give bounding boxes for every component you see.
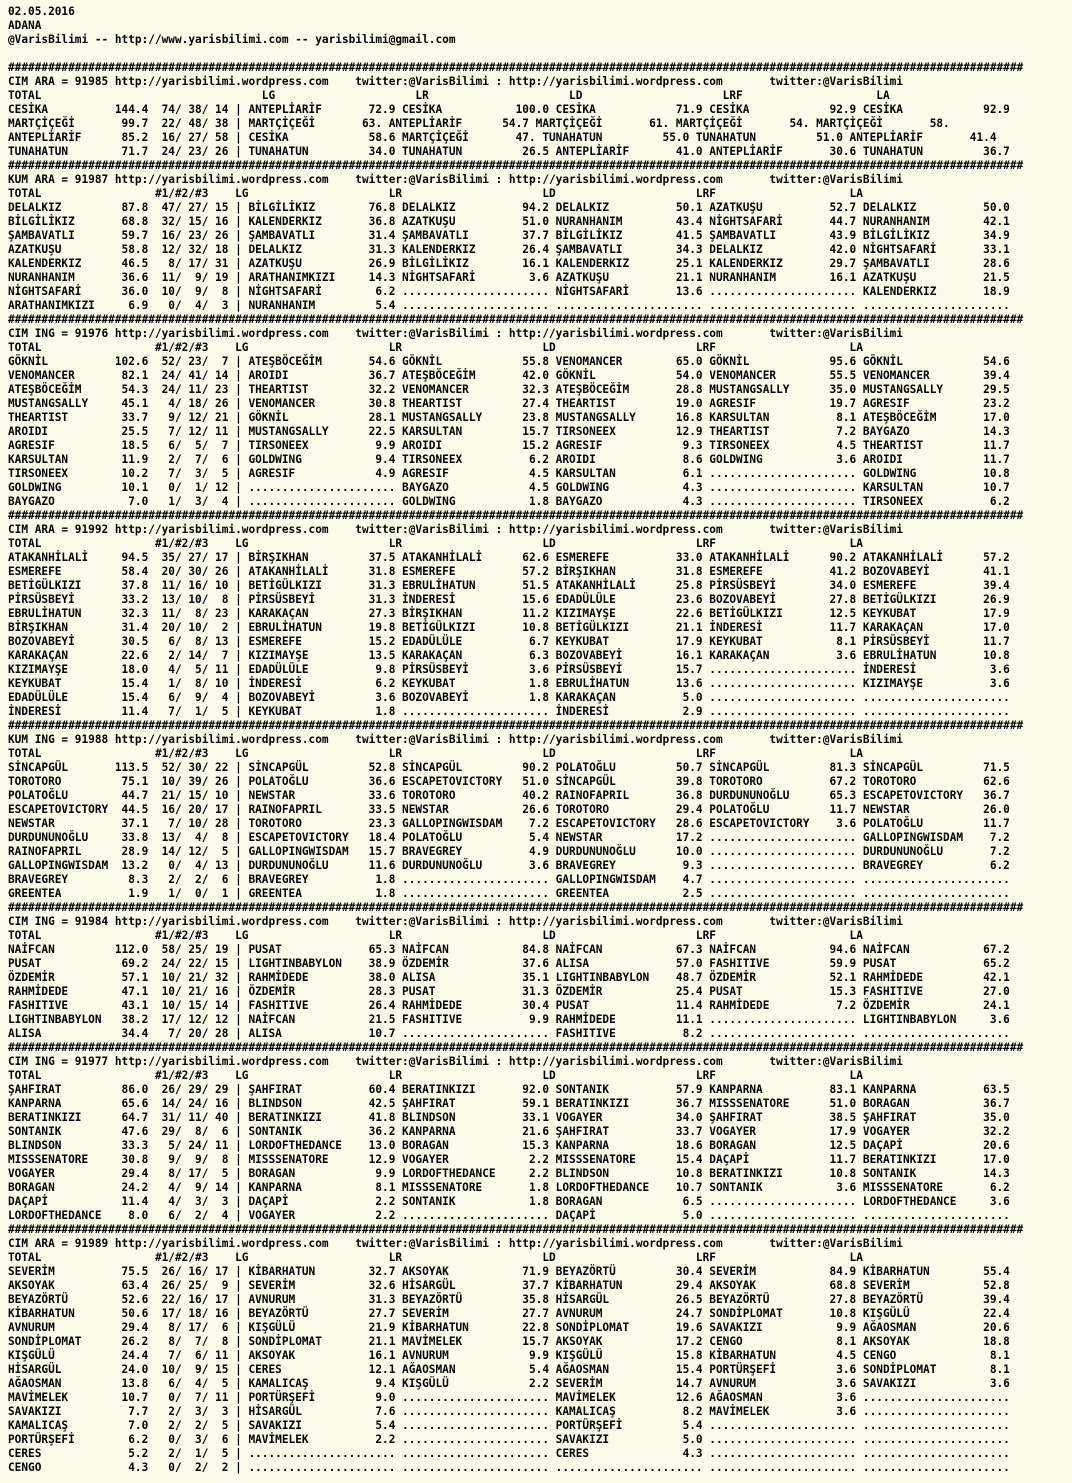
result-row: BAYGAZO 7.0 1/ 3/ 4 | ...................... GOLDWING 1.8 BAYGAZO 4.3 ...................... TIRSONEEX 6.2 [8,495,1010,508]
result-row: MAVİMELEK 10.7 0/ 7/ 11 | PORTÜRŞEFİ 9.0 ...................... MAVİMELEK 12.6 AĞAOSMAN 3.6 ...................... [8,1391,1010,1404]
result-row: EBRULİHATUN 32.3 11/ 8/ 23 | KARAKAÇAN 27.3 BİRŞIKHAN 11.2 KIZIMAYŞE 22.6 BETİGÜLKIZI 12.5 KEYKUBAT 17.9 [8,607,1010,620]
result-row: GOLDWING 10.1 0/ 1/ 12 | ...................... BAYGAZO 4.5 GOLDWING 4.3 ...................... KARSULTAN 10.7 [8,481,1010,494]
column-header: TOTAL #1/#2/#3 LG LR LD LRF LA [8,1251,863,1264]
result-row: SONDİPLOMAT 26.2 8/ 7/ 8 | SONDİPLOMAT 21.1 MAVİMELEK 15.7 AKSOYAK 17.2 CENGO 8.1 AKSOYAK 18.8 [8,1335,1010,1348]
result-row: TUNAHATUN 71.7 24/ 23/ 26 | TUNAHATUN 34.0 TUNAHATUN 26.5 ANTEPLİARİF 41.0 ANTEPLİARİF 30.6 TUNAHATUN 36.7 [8,145,1010,158]
result-row: ATEŞBÖCEĞİM 54.3 24/ 11/ 23 | THEARTIST 32.2 VENOMANCER 32.3 ATEŞBÖCEĞİM 28.8 MUSTANGSALLY 35.0 MUSTANGSALLY 29.5 [8,383,1010,396]
result-row: POLATOĞLU 44.7 21/ 15/ 10 | NEWSTAR 33.6 TOROTORO 40.2 RAINOFAPRIL 36.8 DURDUNUNOĞLU 65.3 ESCAPETOVICTORY 36.7 [8,789,1010,802]
section-divider: ######################################################################################################################################################## [8,1041,1024,1054]
result-row: ANTEPLİARİF 85.2 16/ 27/ 58 | CESİKA 58.6 MARTÇİÇEĞİ 47. TUNAHATUN 55.0 TUNAHATUN 51.0 ANTEPLİARİF 41.4 [8,131,997,144]
result-row: AVNURUM 29.4 8/ 17/ 6 | KIŞGÜLÜ 21.9 KİBARHATUN 22.8 SONDİPLOMAT 19.6 SAVAKIZI 9.9 AĞAOSMAN 20.6 [8,1321,1010,1334]
result-row: KEYKUBAT 15.4 1/ 8/ 10 | İNDERESİ 6.2 KEYKUBAT 1.8 EBRULİHATUN 13.6 ...................... KIZIMAYŞE 3.6 [8,677,1010,690]
document-header-line: 02.05.2016 [8,5,75,18]
blank-line [8,47,1023,61]
race-header: KUM ARA = 91987 http://yarisbilimi.wordpress.com twitter:@VarisBilimi : http://yarisbilimi.wordpress.com twitter:@VarisBilimi [8,173,903,186]
column-header: TOTAL #1/#2/#3 LG LR LD LRF LA [8,1069,863,1082]
result-row: PORTÜRŞEFİ 6.2 0/ 3/ 6 | MAVİMELEK 2.2 ...................... SAVAKIZI 5.0 ...................... ...................... [8,1433,1010,1446]
result-row: PİRSÜSBEYİ 33.2 13/ 10/ 8 | PİRSÜSBEYİ 31.3 İNDERESİ 15.6 EDADÜLÜLE 23.6 BOZOVABEYİ 27.8 BETİGÜLKIZI 26.9 [8,593,1010,606]
result-row: NİGHTSAFARİ 36.0 10/ 9/ 8 | NİGHTSAFARİ 6.2 ...................... NİGHTSAFARİ 13.6 ...................... KALENDERKIZ 18.9 [8,285,1010,298]
race-header: CIM ING = 91984 http://yarisbilimi.wordpress.com twitter:@VarisBilimi : http://yarisbilimi.wordpress.com twitter:@VarisBilimi [8,915,903,928]
result-row: AZATKUŞU 58.8 12/ 32/ 18 | DELALKIZ 31.3 KALENDERKIZ 26.4 ŞAMBAVATLI 34.3 DELALKIZ 42.0 NİGHTSAFARİ 33.1 [8,243,1010,256]
result-row: BETİGÜLKIZI 37.8 11/ 16/ 10 | BETİGÜLKIZI 31.3 EBRULİHATUN 51.5 ATAKANHİLALİ 25.8 PİRSÜSBEYİ 34.0 ESMEREFE 39.4 [8,579,1010,592]
result-row: BİLGİLİKIZ 68.8 32/ 15/ 16 | KALENDERKIZ 36.8 AZATKUŞU 51.0 NURANHANIM 43.4 NİGHTSAFARİ 44.7 NURANHANIM 42.1 [8,215,1010,228]
result-row: BEYAZÖRTÜ 52.6 22/ 16/ 17 | AVNURUM 31.3 BEYAZÖRTÜ 35.8 HİSARGÜL 26.5 BEYAZÖRTÜ 27.8 BEYAZÖRTÜ 39.4 [8,1293,1010,1306]
result-row: TIRSONEEX 10.2 7/ 3/ 5 | AGRESIF 4.9 AGRESIF 4.5 KARSULTAN 6.1 ...................... GOLDWING 10.8 [8,467,1010,480]
result-row: KIZIMAYŞE 18.0 4/ 5/ 11 | EDADÜLÜLE 9.8 PİRSÜSBEYİ 3.6 PİRSÜSBEYİ 15.7 ...................... İNDERESİ 3.6 [8,663,1010,676]
result-row: İNDERESİ 11.4 7/ 1/ 5 | KEYKUBAT 1.8 ...................... İNDERESİ 2.9 ...................... ...................... [8,705,1010,718]
result-row: GREENTEA 1.9 1/ 0/ 1 | GREENTEA 1.8 ...................... GREENTEA 2.5 ...................... ...................... [8,887,1010,900]
result-row: ESMEREFE 58.4 20/ 30/ 26 | ATAKANHİLALİ 31.8 ESMEREFE 57.2 BİRŞIKHAN 31.8 ESMEREFE 41.2 BOZOVABEYİ 41.1 [8,565,1010,578]
race-header: KUM ING = 91988 http://yarisbilimi.wordpress.com twitter:@VarisBilimi : http://yarisbilimi.wordpress.com twitter:@VarisBilimi [8,733,903,746]
result-row: BİRŞIKHAN 31.4 20/ 10/ 2 | EBRULİHATUN 19.8 BETİGÜLKIZI 10.8 BETİGÜLKIZI 21.1 İNDERESİ 11.7 KARAKAÇAN 17.0 [8,621,1010,634]
result-row: SAVAKIZI 7.7 2/ 3/ 3 | HİSARGÜL 7.6 ...................... KAMALICAŞ 8.2 MAVİMELEK 3.6 ...................... [8,1405,1010,1418]
result-row: MUSTANGSALLY 45.1 4/ 18/ 26 | VENOMANCER 30.8 THEARTIST 27.4 THEARTIST 19.0 AGRESIF 19.7 AGRESIF 23.2 [8,397,1010,410]
race-header: CIM ING = 91977 http://yarisbilimi.wordpress.com twitter:@VarisBilimi : http://yarisbilimi.wordpress.com twitter:@VarisBilimi [8,1055,903,1068]
result-row: KIŞGÜLÜ 24.4 7/ 6/ 11 | AKSOYAK 16.1 AVNURUM 9.9 KIŞGÜLÜ 15.8 KİBARHATUN 4.5 CENGO 8.1 [8,1349,1010,1362]
section-divider: ######################################################################################################################################################## [8,61,1024,74]
document-header-line: ADANA [8,19,42,32]
result-row: SONTANIK 47.6 29/ 8/ 6 | SONTANIK 36.2 KANPARNA 21.6 ŞAHFIRAT 33.7 VOGAYER 17.9 VOGAYER 32.2 [8,1125,1010,1138]
column-header: TOTAL #1/#2/#3 LG LR LD LRF LA [8,747,863,760]
race-header: CIM ARA = 91989 http://yarisbilimi.wordpress.com twitter:@VarisBilimi : http://yarisbilimi.wordpress.com twitter:@VarisBilimi [8,1237,903,1250]
result-row: CERES 5.2 2/ 1/ 5 | ...................... ...................... CERES 4.3 ...................... ...................... [8,1447,1010,1460]
result-row: SİNCAPGÜL 113.5 52/ 30/ 22 | SİNCAPGÜL 52.8 SİNCAPGÜL 90.2 POLATOĞLU 50.7 SİNCAPGÜL 81.3 SİNCAPGÜL 71.5 [8,761,1010,774]
result-row: ŞAHFIRAT 86.0 26/ 29/ 29 | ŞAHFIRAT 60.4 BERATINKIZI 92.0 SONTANIK 57.9 KANPARNA 83.1 KANPARNA 63.5 [8,1083,1010,1096]
race-header: CIM ARA = 91985 http://yarisbilimi.wordpress.com twitter:@VarisBilimi : http://yarisbilimi.wordpress.com twitter:@VarisBilimi [8,75,903,88]
result-row: VENOMANCER 82.1 24/ 41/ 14 | AROIDI 36.7 ATEŞBÖCEĞİM 42.0 GÖKNİL 54.0 VENOMANCER 55.5 VENOMANCER 39.4 [8,369,1010,382]
result-row: MARTÇİÇEĞİ 99.7 22/ 48/ 38 | MARTÇİÇEĞİ 63. ANTEPLİARİF 54.7 MARTÇİÇEĞİ 61. MARTÇİÇEĞİ 54. MARTÇİÇEĞİ 58. [8,117,950,130]
result-row: ÖZDEMİR 57.1 10/ 21/ 32 | RAHMİDEDE 38.0 ALISA 35.1 LIGHTINBABYLON 48.7 ÖZDEMİR 52.1 RAHMİDEDE 42.1 [8,971,1010,984]
result-row: VOGAYER 29.4 8/ 17/ 5 | BORAGAN 9.9 LORDOFTHEDANCE 2.2 BLINDSON 10.8 BERATINKIZI 10.8 SONTANIK 14.3 [8,1167,1010,1180]
result-row: BLINDSON 33.3 5/ 24/ 11 | LORDOFTHEDANCE 13.0 BORAGAN 15.3 KANPARNA 18.6 BORAGAN 12.5 DAÇAPİ 20.6 [8,1139,1010,1152]
result-row: LIGHTINBABYLON 38.2 17/ 12/ 12 | NAİFCAN 21.5 FASHITIVE 9.9 RAHMİDEDE 11.1 ...................... LIGHTINBABYLON 3.6 [8,1013,1010,1026]
column-header: TOTAL #1/#2/#3 LG LR LD LRF LA [8,929,863,942]
result-row: DURDUNUNOĞLU 33.8 13/ 4/ 8 | ESCAPETOVICTORY 18.4 POLATOĞLU 5.4 NEWSTAR 17.2 ...................... GALLOPINGWISDAM 7.2 [8,831,1010,844]
race-header: CIM ING = 91976 http://yarisbilimi.wordpress.com twitter:@VarisBilimi : http://yarisbilimi.wordpress.com twitter:@VarisBilimi [8,327,903,340]
result-row: ESCAPETOVICTORY 44.5 16/ 20/ 17 | RAINOFAPRIL 33.5 NEWSTAR 26.6 TOROTORO 29.4 POLATOĞLU 11.7 NEWSTAR 26.0 [8,803,1010,816]
result-row: HİSARGÜL 24.0 10/ 9/ 15 | CERES 12.1 AĞAOSMAN 5.4 AĞAOSMAN 15.4 PORTÜRŞEFİ 3.6 SONDİPLOMAT 8.1 [8,1363,1010,1376]
result-row: CENGO 4.3 0/ 2/ 2 | ...................... ...................... ...................... ...................... ...................... [8,1461,1010,1474]
section-divider: ######################################################################################################################################################## [8,509,1024,522]
column-header: TOTAL #1/#2/#3 LG LR LD LRF LA [8,537,863,550]
result-row: KAMALICAŞ 7.0 2/ 2/ 5 | SAVAKIZI 5.4 ...................... PORTÜRŞEFİ 5.4 ...................... ...................... [8,1419,1010,1432]
result-row: AROIDI 25.5 7/ 12/ 11 | MUSTANGSALLY 22.5 KARSULTAN 15.7 TIRSONEEX 12.9 THEARTIST 7.2 BAYGAZO 14.3 [8,425,1010,438]
result-row: BERATINKIZI 64.7 31/ 11/ 40 | BERATINKIZI 41.8 BLINDSON 33.1 VOGAYER 34.0 ŞAHFIRAT 38.5 ŞAHFIRAT 35.0 [8,1111,1010,1124]
result-row: ARATHANIMKIZI 6.9 0/ 4/ 3 | NURANHANIM 5.4 ...................... ...................... ...................... ...................... [8,299,1010,312]
column-header: TOTAL LG LR LD LRF LA [8,89,890,102]
section-divider: ######################################################################################################################################################## [8,1223,1024,1236]
result-row: DAÇAPİ 11.4 4/ 3/ 3 | DAÇAPİ 2.2 SONTANIK 1.8 BORAGAN 6.5 ...................... LORDOFTHEDANCE 3.6 [8,1195,1010,1208]
result-row: CESİKA 144.4 74/ 38/ 14 | ANTEPLİARİF 72.9 CESİKA 100.0 CESİKA 71.9 CESİKA 92.9 CESİKA 92.9 [8,103,1010,116]
result-row: THEARTIST 33.7 9/ 12/ 21 | GÖKNİL 28.1 MUSTANGSALLY 23.8 MUSTANGSALLY 16.8 KARSULTAN 8.1 ATEŞBÖCEĞİM 17.0 [8,411,1010,424]
section-divider: ######################################################################################################################################################## [8,159,1024,172]
result-row: DELALKIZ 87.8 47/ 27/ 15 | BİLGİLİKIZ 76.8 DELALKIZ 94.2 DELALKIZ 50.1 AZATKUŞU 52.7 DELALKIZ 50.0 [8,201,1010,214]
result-row: TOROTORO 75.1 10/ 39/ 26 | POLATOĞLU 36.6 ESCAPETOVICTORY 51.0 SİNCAPGÜL 39.8 TOROTORO 67.2 TOROTORO 62.6 [8,775,1010,788]
result-row: NEWSTAR 37.1 7/ 10/ 28 | TOROTORO 23.3 GALLOPINGWISDAM 7.2 ESCAPETOVICTORY 28.6 ESCAPETOVICTORY 3.6 POLATOĞLU 11.7 [8,817,1010,830]
column-header: TOTAL #1/#2/#3 LG LR LD LRF LA [8,341,863,354]
result-row: KALENDERKIZ 46.5 8/ 17/ 31 | AZATKUŞU 26.9 BİLGİLİKIZ 16.1 KALENDERKIZ 25.1 KALENDERKIZ 29.7 ŞAMBAVATLI 28.6 [8,257,1010,270]
section-divider: ######################################################################################################################################################## [8,313,1024,326]
result-row: KARSULTAN 11.9 2/ 7/ 6 | GOLDWING 9.4 TIRSONEEX 6.2 AROIDI 8.6 GOLDWING 3.6 AROIDI 11.7 [8,453,1010,466]
section-divider: ######################################################################################################################################################## [8,719,1024,732]
result-row: AGRESIF 18.5 6/ 5/ 7 | TIRSONEEX 9.9 AROIDI 15.2 AGRESIF 9.3 TIRSONEEX 4.5 THEARTIST 11.7 [8,439,1010,452]
result-row: EDADÜLÜLE 15.4 6/ 9/ 4 | BOZOVABEYİ 3.6 BOZOVABEYİ 1.8 KARAKAÇAN 5.0 ...................... ...................... [8,691,1010,704]
result-row: BRAVEGREY 8.3 2/ 2/ 6 | BRAVEGREY 1.8 ...................... GALLOPINGWISDAM 4.7 ...................... ...................... [8,873,1010,886]
section-divider: ######################################################################################################################################################## [8,901,1024,914]
result-row: KARAKAÇAN 22.6 2/ 14/ 7 | KIZIMAYŞE 13.5 KARAKAÇAN 6.3 BOZOVABEYİ 16.1 KARAKAÇAN 3.6 EBRULİHATUN 10.8 [8,649,1010,662]
result-row: RAHMİDEDE 47.1 10/ 21/ 16 | ÖZDEMİR 28.3 PUSAT 31.3 ÖZDEMİR 25.4 PUSAT 15.3 FASHITIVE 27.0 [8,985,1010,998]
result-row: GÖKNİL 102.6 52/ 23/ 7 | ATEŞBÖCEĞİM 54.6 GÖKNİL 55.8 VENOMANCER 65.0 GÖKNİL 95.6 GÖKNİL 54.6 [8,355,1010,368]
result-row: NURANHANIM 36.6 11/ 9/ 19 | ARATHANIMKIZI 14.3 NİGHTSAFARİ 3.6 AZATKUŞU 21.1 NURANHANIM 16.1 AZATKUŞU 21.5 [8,271,1010,284]
result-row: AKSOYAK 63.4 26/ 25/ 9 | SEVERİM 32.6 HİSARGÜL 37.7 KİBARHATUN 29.4 AKSOYAK 68.8 SEVERİM 52.8 [8,1279,1010,1292]
result-row: PUSAT 69.2 24/ 22/ 15 | LIGHTINBABYLON 38.9 ÖZDEMİR 37.6 ALISA 57.0 FASHITIVE 59.9 PUSAT 65.2 [8,957,1010,970]
result-row: RAINOFAPRIL 28.9 14/ 12/ 5 | GALLOPINGWISDAM 15.7 BRAVEGREY 4.9 DURDUNUNOĞLU 10.0 ...................... DURDUNUNOĞLU 7.2 [8,845,1010,858]
result-row: MISSSENATORE 30.8 9/ 9/ 8 | MISSSENATORE 12.9 VOGAYER 2.2 MISSSENATORE 15.4 DAÇAPİ 11.7 BERATINKIZI 17.0 [8,1153,1010,1166]
result-row: LORDOFTHEDANCE 8.0 6/ 2/ 4 | VOGAYER 2.2 ...................... DAÇAPİ 5.0 ...................... ...................... [8,1209,1010,1222]
column-header: TOTAL #1/#2/#3 LG LR LD LRF LA [8,187,863,200]
result-row: BOZOVABEYİ 30.5 6/ 8/ 13 | ESMEREFE 15.2 EDADÜLÜLE 6.7 KEYKUBAT 17.9 KEYKUBAT 8.1 PİRSÜSBEYİ 11.7 [8,635,1010,648]
result-row: SEVERİM 75.5 26/ 16/ 17 | KİBARHATUN 32.7 AKSOYAK 71.9 BEYAZÖRTÜ 30.4 SEVERİM 84.9 KİBARHATUN 55.4 [8,1265,1010,1278]
result-row: AĞAOSMAN 13.8 6/ 4/ 5 | KAMALICAŞ 9.4 KIŞGÜLÜ 2.2 SEVERİM 14.7 AVNURUM 3.6 SAVAKIZI 3.6 [8,1377,1010,1390]
race-header: CIM ARA = 91992 http://yarisbilimi.wordpress.com twitter:@VarisBilimi : http://yarisbilimi.wordpress.com twitter:@VarisBilimi [8,523,903,536]
result-row: NAİFCAN 112.0 58/ 25/ 19 | PUSAT 65.3 NAİFCAN 84.8 NAİFCAN 67.3 NAİFCAN 94.6 NAİFCAN 67.2 [8,943,1010,956]
document-header-line: @VarisBilimi -- http://www.yarisbilimi.com -- yarisbilimi@gmail.com [8,33,456,46]
result-row: KANPARNA 65.6 14/ 24/ 16 | BLINDSON 42.5 ŞAHFIRAT 59.1 BERATINKIZI 36.7 MISSSENATORE 51.0 BORAGAN 36.7 [8,1097,1010,1110]
result-row: ŞAMBAVATLI 59.7 16/ 23/ 26 | ŞAMBAVATLI 31.4 ŞAMBAVATLI 37.7 BİLGİLİKIZ 41.5 ŞAMBAVATLI 43.9 BİLGİLİKIZ 34.9 [8,229,1010,242]
result-row: KİBARHATUN 50.6 17/ 18/ 16 | BEYAZÖRTÜ 27.7 SEVERİM 27.7 AVNURUM 24.7 SONDİPLOMAT 10.8 KIŞGÜLÜ 22.4 [8,1307,1010,1320]
result-row: ALISA 34.4 7/ 20/ 28 | ALISA 10.7 ...................... FASHITIVE 8.2 ...................... ...................... [8,1027,1010,1040]
result-row: FASHITIVE 43.1 10/ 15/ 14 | FASHITIVE 26.4 RAHMİDEDE 30.4 PUSAT 11.4 RAHMİDEDE 7.2 ÖZDEMİR 24.1 [8,999,1010,1012]
results-report [8,5,1023,1475]
result-row: ATAKANHİLALİ 94.5 35/ 27/ 17 | BİRŞIKHAN 37.5 ATAKANHİLALİ 62.6 ESMEREFE 33.0 ATAKANHİLALİ 90.2 ATAKANHİLALİ 57.2 [8,551,1010,564]
result-row: BORAGAN 24.2 4/ 9/ 14 | KANPARNA 8.1 MISSSENATORE 1.8 LORDOFTHEDANCE 10.7 SONTANIK 3.6 MISSSENATORE 6.2 [8,1181,1010,1194]
result-row: GALLOPINGWISDAM 13.2 0/ 4/ 13 | DURDUNUNOĞLU 11.6 DURDUNUNOĞLU 3.6 BRAVEGREY 9.3 ...................... BRAVEGREY 6.2 [8,859,1010,872]
